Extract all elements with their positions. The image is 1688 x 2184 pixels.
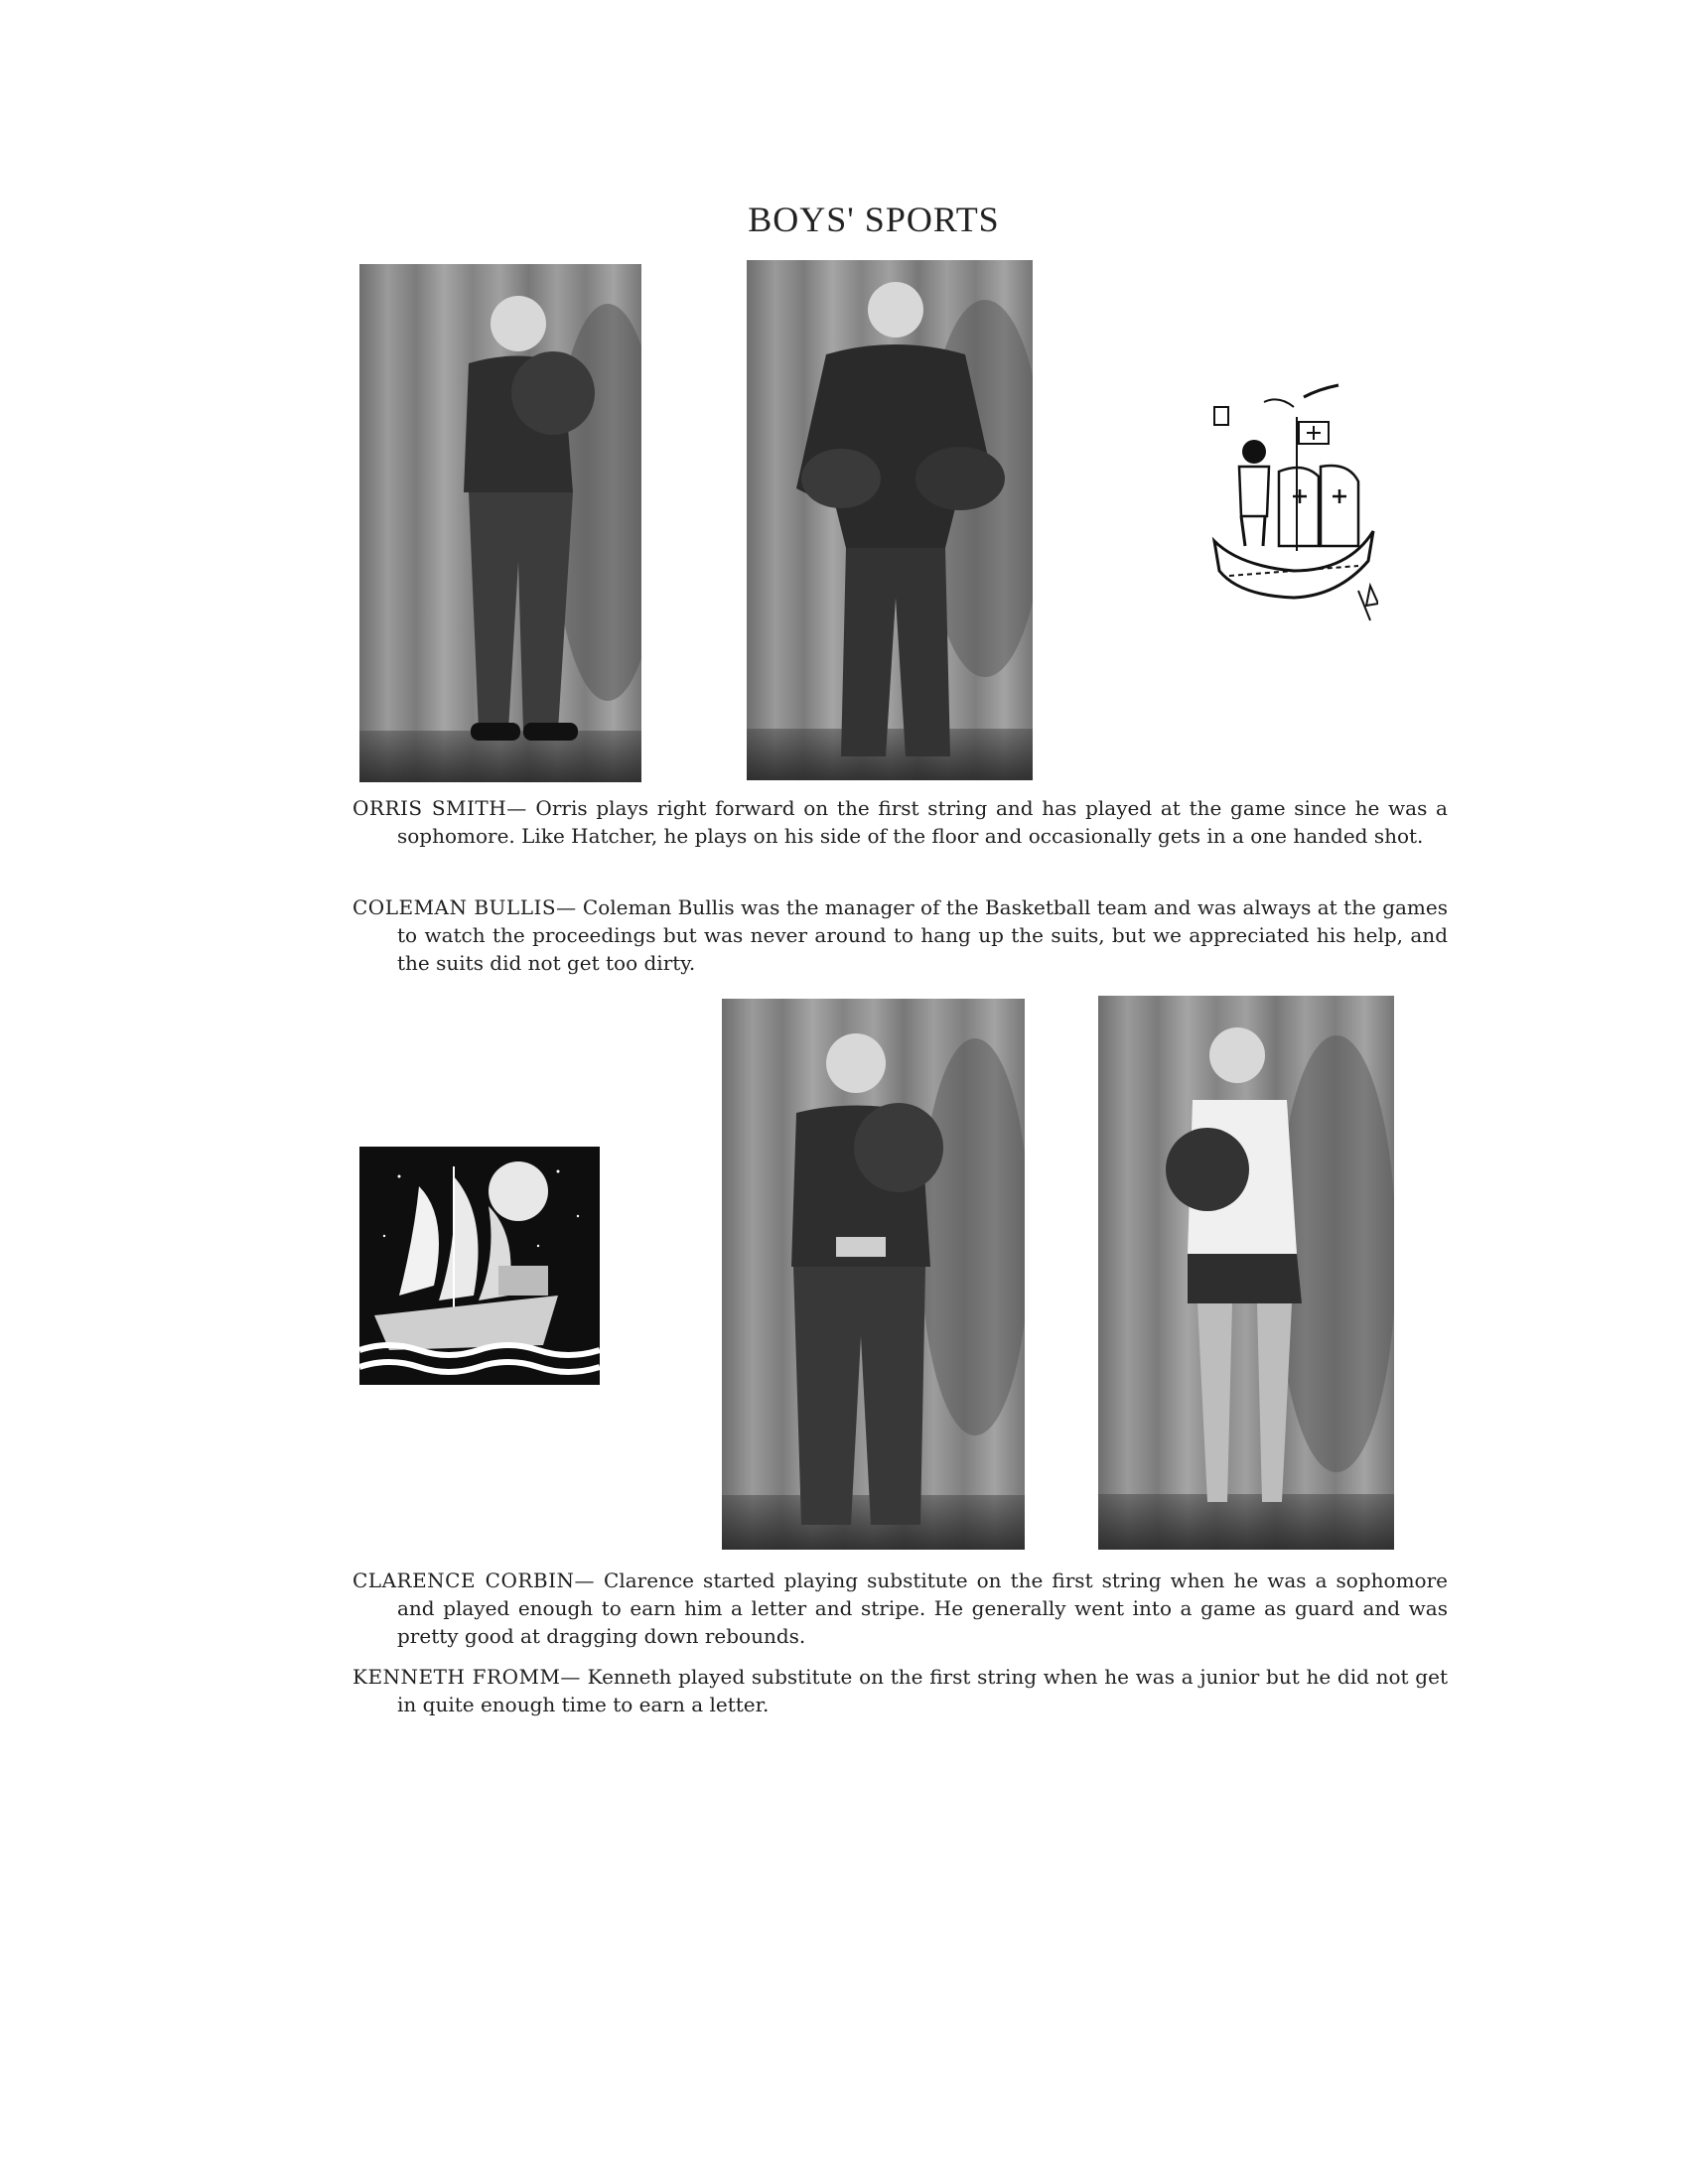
caption-text: Clarence started playing substitute on the first string when he was a sophomore and played enough to earn him a letter and stripe. He generally went into a game as guard and was pretty good at dragging down rebounds. [397,1569,1448,1648]
photo-orris-smith [359,264,641,782]
photo-clarence-corbin [722,999,1025,1550]
photo-coleman-bullis [747,260,1033,780]
ship-at-sea-icon [359,1147,600,1385]
caption-clarence-corbin [352,1567,1448,1650]
caption-text: Kenneth played substitute on the first string when he was a junior but he did not get in quite enough time to earn a letter. [397,1665,1448,1716]
player-silhouette-icon [359,264,641,782]
photo-kenneth-fromm [1098,996,1394,1550]
player-silhouette-icon [722,999,1025,1550]
caption-name: KENNETH FROMM— [352,1665,581,1689]
caption-name: CLARENCE CORBIN— [352,1569,595,1592]
caption-text: Orris plays right forward on the first string and has played at the game since he was a sophomore. Like Hatcher, he plays on his side of the floor and occasionally gets in a one handed shot. [397,796,1448,848]
player-silhouette-icon [1098,996,1394,1550]
page-title: BOYS' SPORTS [748,200,1000,239]
caption-name: COLEMAN BULLIS— [352,895,577,919]
caption-coleman-bullis [352,893,1448,977]
caption-orris-smith [352,794,1448,850]
caption-name: ORRIS SMITH— [352,796,527,820]
ship-with-figure-icon [1209,377,1378,640]
player-silhouette-icon [747,260,1033,780]
caption-text: Coleman Bullis was the manager of the Basketball team and was always at the games to watch the proceedings but was never around to hang up the suits, but we appreciated his help, and the suits did not get too dirty. [397,895,1448,975]
caption-kenneth-fromm [352,1663,1448,1718]
